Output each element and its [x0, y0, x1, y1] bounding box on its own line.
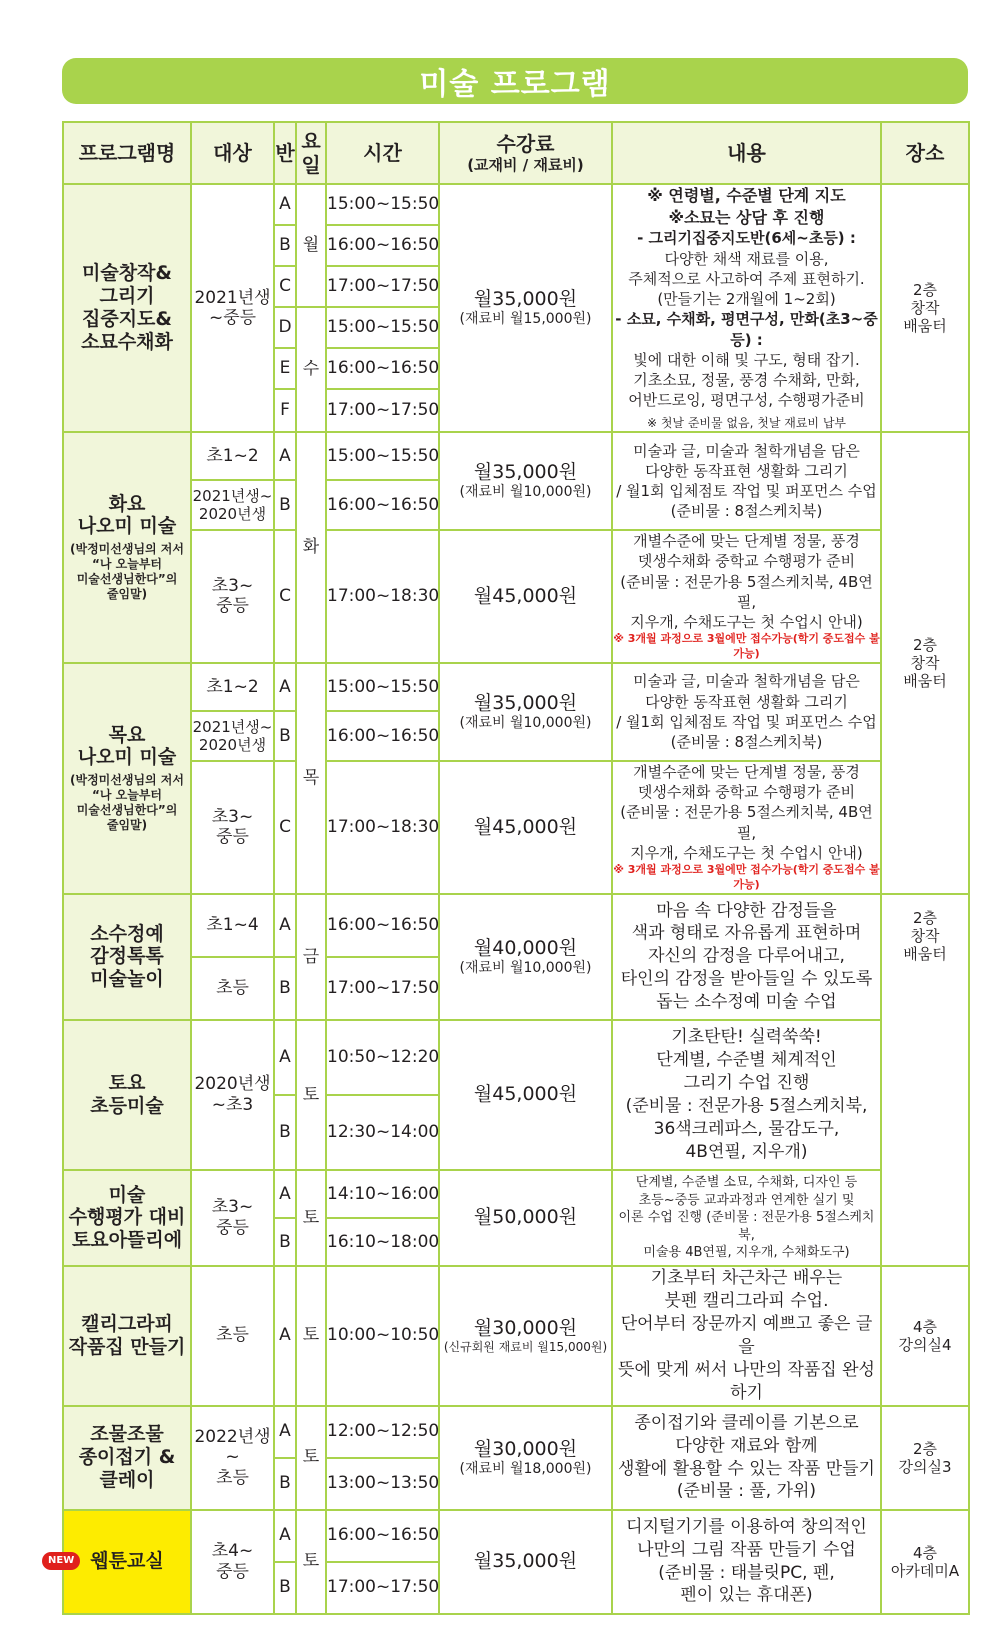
time-cell: 16:00~16:50	[326, 1510, 439, 1562]
fee-cell: 월35,000원 (재료비 월10,000원)	[439, 663, 612, 761]
class-cell: F	[274, 389, 296, 432]
program-name: 캘리그라피 작품집 만들기	[63, 1266, 191, 1406]
program-name: 조물조물 종이접기 & 클레이	[63, 1406, 191, 1510]
table-row	[63, 1266, 969, 1406]
program-target: 초1~4	[191, 894, 274, 957]
table-row	[63, 432, 969, 480]
class-cell: A	[274, 1510, 296, 1562]
class-cell: B	[274, 480, 296, 530]
program-target: 2022년생~ 초등	[191, 1406, 274, 1510]
class-cell: B	[274, 1218, 296, 1266]
time-cell: 12:00~12:50	[326, 1406, 439, 1458]
program-target: 2021년생~ 2020년생	[191, 480, 274, 530]
description-cell: 미술과 글, 미술과 철학개념을 담은 다양한 동작표현 생활화 그리기 / 월1회 입체점토 작업 및 퍼포먼스 수업 (준비물 : 8절스케치북)	[612, 432, 881, 530]
program-name: 미술 수행평가 대비 토요아뜰리에	[63, 1170, 191, 1266]
fee-cell: 월30,000원 (신규회원 재료비 월15,000원)	[439, 1266, 612, 1406]
table-row	[63, 184, 969, 225]
fee-cell: 월35,000원 (재료비 월15,000원)	[439, 184, 612, 432]
time-cell: 16:00~16:50	[326, 480, 439, 530]
class-cell: A	[274, 432, 296, 480]
table-row	[63, 1170, 969, 1218]
program-table	[48, 121, 970, 1615]
new-badge: NEW	[42, 1552, 80, 1570]
class-cell: A	[274, 894, 296, 957]
description-cell: 기초부터 차근차근 배우는 붓펜 캘리그라피 수업. 단어부터 장문까지 예쁘고 좋은 글을 뜻에 맞게 써서 나만의 작품집 완성하기	[612, 1266, 881, 1406]
time-cell: 10:00~10:50	[326, 1266, 439, 1406]
time-cell: 16:10~18:00	[326, 1218, 439, 1266]
program-target: 초1~2	[191, 432, 274, 480]
description-cell: 단계별, 수준별 소묘, 수채화, 디자인 등 초등~중등 교과과정과 연계한 실기 및 이론 수업 진행 (준비물 : 전문가용 5절스케치북, 미술용 4B연필, 지우개, 수채화도구)	[612, 1170, 881, 1266]
class-cell: A	[274, 1020, 296, 1095]
description-cell: 디지털기기를 이용하여 창의적인 나만의 그림 작품 만들기 수업 (준비물 : 태블릿PC, 펜, 펜이 있는 휴대폰)	[612, 1510, 881, 1614]
class-cell: A	[274, 663, 296, 711]
place-cell: 2층 강의실3	[881, 1406, 969, 1510]
place-cell: 4층 강의실4	[881, 1266, 969, 1406]
col-header-place: 장소	[881, 122, 969, 184]
fee-cell: 월45,000원	[439, 530, 612, 663]
col-header-time: 시간	[326, 122, 439, 184]
program-target: 초3~ 중등	[191, 530, 274, 663]
fee-cell: 월40,000원 (재료비 월10,000원)	[439, 894, 612, 1020]
program-name: 미술창작& 그리기 집중지도& 소묘수채화	[63, 184, 191, 432]
time-cell: 10:50~12:20	[326, 1020, 439, 1095]
class-cell: C	[274, 530, 296, 663]
time-cell: 17:00~17:50	[326, 1562, 439, 1614]
time-cell: 15:00~15:50	[326, 184, 439, 225]
description-cell: 기초탄탄! 실력쑥쑥! 단계별, 수준별 체계적인 그리기 수업 진행 (준비물 : 전문가용 5절스케치북, 36색크레파스, 물감도구, 4B연필, 지우개)	[612, 1020, 881, 1170]
program-target: 2021년생~ 2020년생	[191, 711, 274, 761]
table-row	[63, 761, 969, 894]
program-target: 초1~2	[191, 663, 274, 711]
time-cell: 17:00~17:50	[326, 957, 439, 1020]
day-cell: 화	[296, 432, 326, 663]
time-cell: 17:00~18:30	[326, 761, 439, 894]
fee-cell: 월35,000원 (재료비 월10,000원)	[439, 432, 612, 530]
time-cell: 17:00~17:50	[326, 266, 439, 307]
place-cell: 2층 창작 배움터	[881, 894, 969, 1266]
fee-cell: 월50,000원	[439, 1170, 612, 1266]
time-cell: 16:00~16:50	[326, 348, 439, 389]
place-cell: 2층 창작 배움터	[881, 184, 969, 432]
class-cell: B	[274, 225, 296, 266]
page-title: 미술 프로그램	[419, 67, 611, 102]
fee-cell: 월45,000원	[439, 1020, 612, 1170]
day-cell: 목	[296, 663, 326, 894]
class-cell: C	[274, 266, 296, 307]
table-header-row	[63, 122, 969, 184]
table-row	[63, 530, 969, 663]
program-target: 초3~ 중등	[191, 1170, 274, 1266]
table-row	[63, 1406, 969, 1458]
class-cell: D	[274, 307, 296, 348]
table-row	[63, 894, 969, 957]
day-cell: 토	[296, 1266, 326, 1406]
time-cell: 15:00~15:50	[326, 307, 439, 348]
day-cell: 토	[296, 1170, 326, 1266]
class-cell: A	[274, 1170, 296, 1218]
description-cell: 종이접기와 클레이를 기본으로 다양한 재료와 함께 생활에 활용할 수 있는 작품 만들기 (준비물 : 풀, 가위)	[612, 1406, 881, 1510]
day-cell: 토	[296, 1406, 326, 1510]
program-name: 토요 초등미술	[63, 1020, 191, 1170]
description-cell: 개별수준에 맞는 단계별 정물, 풍경 뎃생수채화 중학교 수행평가 준비 (준비물 : 전문가용 5절스케치북, 4B연필, 지우개, 수채도구는 첫 수업시 안내) ※ 3개월 과정으로 3월에만 접수가능(학기 중도접수 불가능)	[612, 761, 881, 894]
class-cell: B	[274, 1095, 296, 1170]
day-cell: 월	[296, 184, 326, 307]
time-cell: 16:00~16:50	[326, 894, 439, 957]
time-cell: 17:00~18:30	[326, 530, 439, 663]
day-cell: 토	[296, 1020, 326, 1170]
fee-cell: 월35,000원	[439, 1510, 612, 1614]
class-cell: B	[274, 711, 296, 761]
time-cell: 15:00~15:50	[326, 663, 439, 711]
program-target: 초3~ 중등	[191, 761, 274, 894]
program-name: 소수정예 감정톡톡 미술놀이	[63, 894, 191, 1020]
place-cell: 4층 아카데미A	[881, 1510, 969, 1614]
table-row	[63, 663, 969, 711]
day-cell: 금	[296, 894, 326, 1020]
program-name: 화요 나오미 미술 (박정미선생님의 저서 “나 오늘부터 미술선생님한다”의 줄임말)	[63, 432, 191, 663]
class-cell: B	[274, 957, 296, 1020]
program-target: 2020년생 ~초3	[191, 1020, 274, 1170]
program-target: 2021년생 ~중등	[191, 184, 274, 432]
day-cell: 수	[296, 307, 326, 432]
class-cell: A	[274, 1406, 296, 1458]
col-header-name: 프로그램명	[63, 122, 191, 184]
time-cell: 12:30~14:00	[326, 1095, 439, 1170]
time-cell: 15:00~15:50	[326, 432, 439, 480]
time-cell: 16:00~16:50	[326, 711, 439, 761]
time-cell: 17:00~17:50	[326, 389, 439, 432]
col-header-content: 내용	[612, 122, 881, 184]
description-cell: 마음 속 다양한 감정들을 색과 형태로 자유롭게 표현하며 자신의 감정을 다루어내고, 타인의 감정을 받아들일 수 있도록 돕는 소수정예 미술 수업	[612, 894, 881, 1020]
class-cell: A	[274, 1266, 296, 1406]
description-cell: 개별수준에 맞는 단계별 정물, 풍경 뎃생수채화 중학교 수행평가 준비 (준비물 : 전문가용 5절스케치북, 4B연필, 지우개, 수채도구는 첫 수업시 안내) ※ 3개월 과정으로 3월에만 접수가능(학기 중도접수 불가능)	[612, 530, 881, 663]
class-cell: A	[274, 184, 296, 225]
col-header-day: 요일	[296, 122, 326, 184]
fee-cell: 월30,000원 (재료비 월18,000원)	[439, 1406, 612, 1510]
col-header-class: 반	[274, 122, 296, 184]
program-target: 초등	[191, 1266, 274, 1406]
table-row	[63, 1510, 969, 1562]
title-bar	[62, 58, 968, 104]
program-target: 초4~ 중등	[191, 1510, 274, 1614]
time-cell: 13:00~13:50	[326, 1458, 439, 1510]
class-cell: E	[274, 348, 296, 389]
class-cell: B	[274, 1458, 296, 1510]
description-cell: 미술과 글, 미술과 철학개념을 담은 다양한 동작표현 생활화 그리기 / 월1회 입체점토 작업 및 퍼포먼스 수업 (준비물 : 8절스케치북)	[612, 663, 881, 761]
fee-cell: 월45,000원	[439, 761, 612, 894]
description-cell: ※ 연령별, 수준별 단계 지도 ※소묘는 상담 후 진행 - 그리기집중지도반(6세~초등) : 다양한 채색 재료를 이용, 주체적으로 사고하여 주제 표현하기. (만들기는 2개월에 1~2회) - 소묘, 수채화, 평면구성, 만화(초3~중등) : 빛에 대한 이해 및 구도, 형태 잡기. 기초소묘, 정물, 풍경 수채화, 만화, 어반드로잉, 평면구성, 수행평가준비 ※ 첫날 준비물 없음, 첫날 재료비 납부	[612, 184, 881, 432]
class-cell: B	[274, 1562, 296, 1614]
col-header-target: 대상	[191, 122, 274, 184]
class-cell: C	[274, 761, 296, 894]
time-cell: 14:10~16:00	[326, 1170, 439, 1218]
day-cell: 토	[296, 1510, 326, 1614]
col-header-fee: 수강료 (교재비 / 재료비)	[439, 122, 612, 184]
table-row	[63, 1020, 969, 1095]
time-cell: 16:00~16:50	[326, 225, 439, 266]
place-cell: 2층 창작 배움터	[881, 432, 969, 894]
program-name: NEW 웹툰교실	[63, 1510, 191, 1614]
program-name: 목요 나오미 미술 (박정미선생님의 저서 “나 오늘부터 미술선생님한다”의 줄임말)	[63, 663, 191, 894]
program-target: 초등	[191, 957, 274, 1020]
